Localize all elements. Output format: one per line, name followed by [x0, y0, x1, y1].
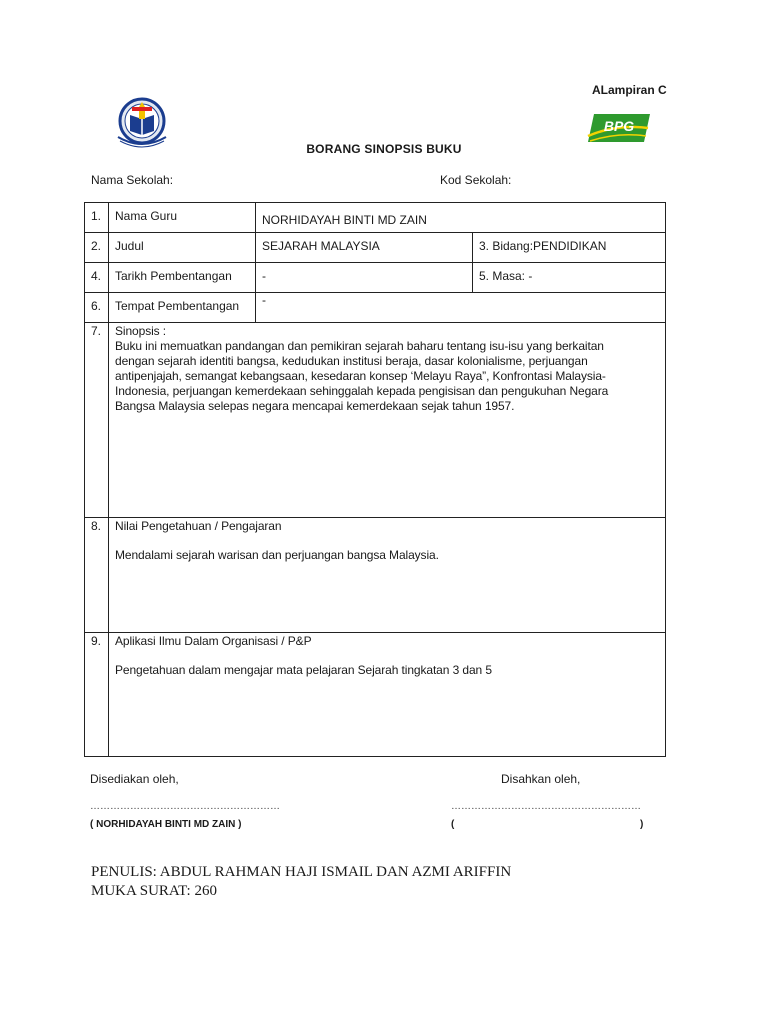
row-number: 4. [91, 269, 102, 283]
row-number: 7. [91, 324, 102, 338]
table-row [85, 633, 666, 757]
title-label: Judul [115, 239, 144, 253]
presentation-date-label: Tarikh Pembentangan [115, 269, 232, 283]
table-row [85, 323, 666, 518]
synopsis-line: dengan sejarah identiti bangsa, kedudukan institusi beraja, dasar kolonialisme, perjuangan [115, 354, 588, 368]
row-number: 2. [91, 239, 102, 253]
table-row [85, 293, 666, 323]
school-name-label: Nama Sekolah: [91, 173, 174, 187]
values-label: Nilai Pengetahuan / Pengajaran [115, 519, 282, 533]
row-number: 8. [91, 519, 102, 533]
bpg-logo-icon [586, 110, 652, 146]
row-number: 9. [91, 634, 102, 648]
synopsis-line: Buku ini memuatkan pandangan dan pemikiran sejarah baharu tentang isu-isu yang berkaitan [115, 339, 604, 353]
values-text: Mendalami sejarah warisan dan perjuangan bangsa Malaysia. [115, 548, 439, 562]
synopsis-form-table [84, 202, 666, 757]
approved-by-label: Disahkan oleh, [501, 772, 581, 786]
approver-name-open-paren: ( [451, 819, 455, 830]
table-row [85, 518, 666, 633]
author-line: PENULIS: ABDUL RAHMAN HAJI ISMAIL DAN AZMI ARIFFIN [91, 864, 512, 880]
attachment-label: ALampiran C [592, 83, 667, 97]
synopsis-line: Indonesia, perjuangan kemerdekaan sehinggalah kepada pengisisan dan pengukuhan Negara [115, 384, 609, 398]
table-row [85, 203, 666, 233]
presentation-place-value: - [262, 293, 266, 307]
table-row [85, 233, 666, 263]
presentation-place-label: Tempat Pembentangan [115, 299, 240, 313]
approver-name-close-paren: ) [640, 819, 644, 830]
row-number: 6. [91, 299, 102, 313]
teacher-name-value: NORHIDAYAH BINTI MD ZAIN [262, 213, 427, 227]
application-text: Pengetahuan dalam mengajar mata pelajaran Sejarah tingkatan 3 dan 5 [115, 663, 492, 677]
presentation-date-value: - [262, 269, 266, 283]
title-value: SEJARAH MALAYSIA [262, 239, 380, 253]
teacher-name-label: Nama Guru [115, 209, 178, 223]
bpg-logo-text: BPG [603, 118, 635, 134]
school-code-label: Kod Sekolah: [440, 173, 512, 187]
table-row [85, 263, 666, 293]
synopsis-section [115, 323, 665, 414]
time-value: 5. Masa: - [479, 269, 533, 283]
application-label: Aplikasi Ilmu Dalam Organisasi / P&P [115, 634, 312, 648]
page-count-line: MUKA SURAT: 260 [91, 883, 217, 899]
field-value: 3. Bidang:PENDIDIKAN [479, 239, 607, 253]
form-title: BORANG SINOPSIS BUKU [306, 142, 462, 156]
synopsis-line: antipenjajah, semangat kebangsaan, kesedaran konsep ‘Melayu Raya”, Konfrontasi Malaysia- [115, 369, 606, 383]
prepared-by-label: Disediakan oleh, [90, 772, 179, 786]
row-number: 1. [91, 209, 102, 223]
signature-line-approved: ………………………………………………… [451, 801, 641, 812]
signature-line-prepared: ………………………………………………… [90, 801, 280, 812]
synopsis-label: Sinopsis : [115, 324, 167, 338]
synopsis-line: Bangsa Malaysia selepas negara mencapai kemerdekaan sejak tahun 1957. [115, 399, 515, 413]
preparer-name: ( NORHIDAYAH BINTI MD ZAIN ) [90, 819, 242, 830]
